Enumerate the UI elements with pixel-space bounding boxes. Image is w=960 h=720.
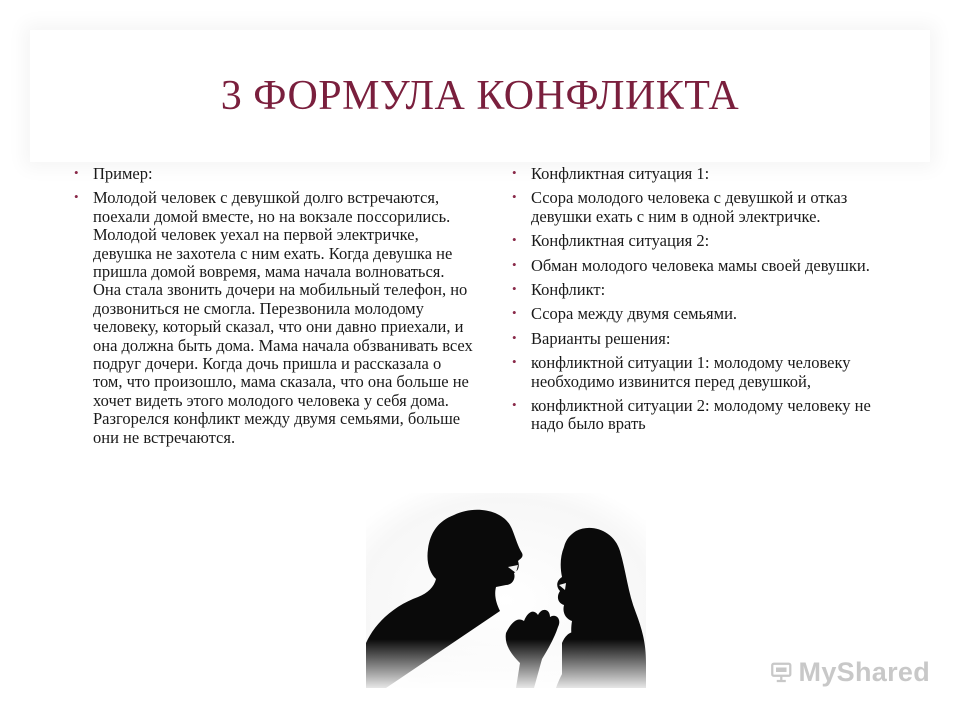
list-item-text: Конфликт: (531, 280, 606, 300)
bullet-icon: • (74, 189, 79, 205)
list-item (74, 165, 474, 183)
list-item-text: Пример: (93, 164, 153, 183)
bullet-icon: • (74, 165, 79, 180)
list-item (512, 232, 877, 250)
bullet-icon: • (512, 232, 517, 248)
list-item-text: Конфликтная ситуация 2: (531, 231, 710, 251)
list-item-text: Варианты решения: (531, 328, 671, 348)
arguing-couple-photo (366, 493, 646, 688)
slide-title: 3 ФОРМУЛА КОНФЛИКТА (220, 73, 740, 119)
list-item (512, 281, 877, 299)
list-item-text: Ссора молодого человека с девушкой и отказ девушки ехать с ним в одной электричке. (531, 188, 848, 226)
list-item-text: Обман молодого человека мамы своей девушки. (531, 255, 870, 275)
bullet-icon: • (512, 281, 517, 297)
left-bullet-list (74, 165, 474, 453)
list-item-text: Конфликтная ситуация 1: (531, 164, 710, 183)
list-item (512, 397, 877, 434)
list-item (512, 354, 877, 391)
bullet-icon: • (512, 329, 517, 345)
bullet-icon: • (512, 256, 517, 272)
list-item-text: конфликтной ситуации 2: молодому человеку не надо было врать (531, 396, 871, 434)
list-item (512, 257, 877, 275)
bullet-icon: • (512, 397, 517, 413)
watermark-text: MyShared (798, 656, 930, 687)
bullet-icon: • (512, 305, 517, 321)
list-item (512, 165, 877, 183)
right-bullet-list (512, 165, 877, 440)
list-item-text: конфликтной ситуации 1: молодому человеку необходимо извинится перед девушкой, (531, 353, 851, 391)
bullet-icon: • (512, 354, 517, 370)
bullet-icon: • (512, 189, 517, 205)
title-band (30, 30, 930, 162)
watermark (770, 655, 930, 689)
list-item (74, 189, 474, 447)
silhouette-image (366, 493, 646, 688)
bullet-icon: • (512, 165, 517, 180)
list-item (512, 330, 877, 348)
list-item (512, 189, 877, 226)
list-item-text: Ссора между двумя семьями. (531, 304, 738, 324)
list-item-text: Молодой человек с девушкой долго встречаются, поехали домой вместе, но на вокзале поссорились. Молодой человек уехал на первой электричке, девушка не захотела с ним ехать. Когда девушка не пришла домой вовремя, мама начала волноваться. Она стала звонить дочери на мобильный телефон, но дозвониться не смогла. Перезвонила молодому человеку, который сказал, что они давно приехали, и она должна быть дома. Мама начала обзванивать всех подруг дочери. Когда дочь пришла и рассказала о том, что произошло, мама сказала, что она больше не хочет видеть этого молодого человека у себя дома. Разгорелся конфликт между двумя семьями, больше они не встречаются. (93, 188, 473, 447)
list-item (512, 305, 877, 323)
presentation-board-icon (770, 657, 793, 687)
